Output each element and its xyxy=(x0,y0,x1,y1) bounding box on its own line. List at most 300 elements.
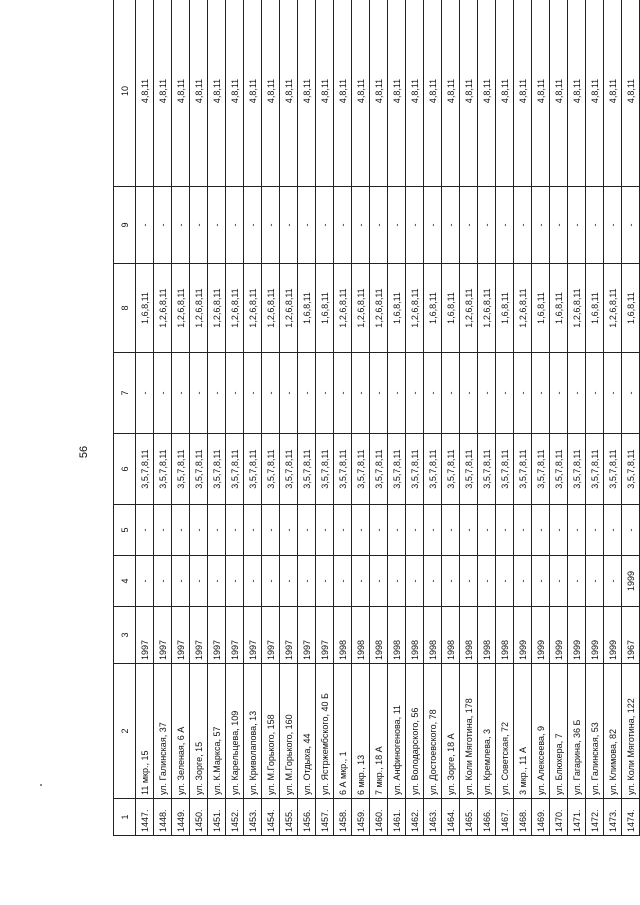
table-row xyxy=(406,0,424,836)
table-cell: 3,5,7,8,11 xyxy=(604,434,622,505)
table-cell: 1997 xyxy=(190,607,208,664)
table-cell: 1469. xyxy=(532,799,550,836)
table-cell: ул. Коли Мяготина, 178 xyxy=(460,664,478,799)
header-cell-3: 3 xyxy=(114,607,136,664)
table-cell: - xyxy=(388,353,406,434)
table-cell: - xyxy=(388,556,406,607)
table-cell: 3,5,7,8,11 xyxy=(496,434,514,505)
header-cell-9: 9 xyxy=(114,187,136,264)
table-cell: 1997 xyxy=(136,607,154,664)
table-cell: 1450. xyxy=(190,799,208,836)
table-row xyxy=(208,0,226,836)
table-cell: 3,5,7,8,11 xyxy=(460,434,478,505)
table-cell: 4,8,11 xyxy=(370,0,388,187)
table-cell: - xyxy=(568,353,586,434)
table-cell: 1997 xyxy=(208,607,226,664)
table-cell: - xyxy=(550,353,568,434)
table-cell: - xyxy=(424,187,442,264)
table-cell: 4,8,11 xyxy=(622,0,640,187)
table-cell: 3,5,7,8,11 xyxy=(478,434,496,505)
table-cell: 1998 xyxy=(388,607,406,664)
table-cell: - xyxy=(514,187,532,264)
table-cell: - xyxy=(370,556,388,607)
table-cell: - xyxy=(352,556,370,607)
table-row xyxy=(622,0,640,836)
table-cell: 1997 xyxy=(280,607,298,664)
table-cell: - xyxy=(496,353,514,434)
table-cell: - xyxy=(190,556,208,607)
table-cell: 4,8,11 xyxy=(352,0,370,187)
table-cell: - xyxy=(262,556,280,607)
table-cell: 4,8,11 xyxy=(604,0,622,187)
table-row xyxy=(280,0,298,836)
table-cell: 4,8,11 xyxy=(262,0,280,187)
table-cell: - xyxy=(334,505,352,556)
table-row xyxy=(262,0,280,836)
buildings-table xyxy=(113,0,640,836)
table-cell: - xyxy=(226,505,244,556)
table-cell: - xyxy=(280,353,298,434)
table-cell: - xyxy=(604,353,622,434)
table-cell: 4,8,11 xyxy=(532,0,550,187)
table-cell: - xyxy=(244,505,262,556)
table-cell: 4,8,11 xyxy=(172,0,190,187)
table-cell: 1998 xyxy=(460,607,478,664)
table-cell: - xyxy=(244,187,262,264)
table-cell: ул. Блюхера, 7 xyxy=(550,664,568,799)
table-cell: ул. Советская, 72 xyxy=(496,664,514,799)
table-cell: 1,6,8,11 xyxy=(136,264,154,353)
table-cell: - xyxy=(424,353,442,434)
table-cell: 1,6,8,11 xyxy=(316,264,334,353)
table-row xyxy=(190,0,208,836)
table-cell: - xyxy=(226,187,244,264)
table-cell: ул. Кремлева, 3 xyxy=(478,664,496,799)
table-cell: 3,5,7,8,11 xyxy=(172,434,190,505)
table-cell: - xyxy=(532,187,550,264)
rotated-table-wrapper xyxy=(113,66,636,836)
table-cell: ул. Ястржембского, 40 Б xyxy=(316,664,334,799)
table-row xyxy=(244,0,262,836)
table-cell: 3,5,7,8,11 xyxy=(316,434,334,505)
table-cell: - xyxy=(280,505,298,556)
table-cell: 3,5,7,8,11 xyxy=(370,434,388,505)
table-cell: 4,8,11 xyxy=(244,0,262,187)
table-cell: 4,8,11 xyxy=(136,0,154,187)
table-cell: 4,8,11 xyxy=(154,0,172,187)
table-cell: ул. Галинская, 37 xyxy=(154,664,172,799)
table-cell: 1,6,8,11 xyxy=(496,264,514,353)
table-cell: 4,8,11 xyxy=(424,0,442,187)
table-cell: 1457. xyxy=(316,799,334,836)
table-row xyxy=(586,0,604,836)
table-cell: - xyxy=(550,187,568,264)
table-cell: - xyxy=(172,187,190,264)
table-cell: 3,5,7,8,11 xyxy=(406,434,424,505)
table-cell: - xyxy=(586,187,604,264)
table-cell: - xyxy=(406,353,424,434)
table-cell: 4,8,11 xyxy=(442,0,460,187)
table-cell: - xyxy=(478,353,496,434)
table-cell: 4,8,11 xyxy=(388,0,406,187)
table-cell: ул. Коли Мяготина, 122 xyxy=(622,664,640,799)
table-cell: 4,8,11 xyxy=(550,0,568,187)
table-cell: - xyxy=(208,505,226,556)
table-cell: 4,8,11 xyxy=(460,0,478,187)
table-cell: - xyxy=(190,187,208,264)
table-cell: 1,2,6,8,11 xyxy=(244,264,262,353)
table-cell: - xyxy=(316,353,334,434)
table-cell: - xyxy=(316,505,334,556)
table-cell: - xyxy=(406,505,424,556)
table-cell: 1998 xyxy=(352,607,370,664)
table-cell: 1,6,8,11 xyxy=(388,264,406,353)
table-cell: 1999 xyxy=(514,607,532,664)
table-cell: 6 мкр., 13 xyxy=(352,664,370,799)
table-cell: - xyxy=(442,556,460,607)
table-cell: - xyxy=(550,505,568,556)
table-cell: - xyxy=(208,556,226,607)
table-row xyxy=(604,0,622,836)
table-cell: 1997 xyxy=(244,607,262,664)
table-cell: - xyxy=(496,556,514,607)
table-cell: 1997 xyxy=(262,607,280,664)
table-cell: 1,2,6,8,11 xyxy=(190,264,208,353)
table-cell: - xyxy=(172,556,190,607)
table-cell: 1997 xyxy=(172,607,190,664)
table-cell: - xyxy=(172,353,190,434)
table-cell: 1998 xyxy=(406,607,424,664)
table-cell: - xyxy=(370,505,388,556)
table-cell: 1999 xyxy=(622,556,640,607)
table-cell: 1452. xyxy=(226,799,244,836)
table-cell: - xyxy=(460,187,478,264)
table-cell: 1967 xyxy=(622,607,640,664)
header-cell-4: 4 xyxy=(114,556,136,607)
table-cell: 3,5,7,8,11 xyxy=(334,434,352,505)
table-cell: 1998 xyxy=(424,607,442,664)
table-cell: 1999 xyxy=(604,607,622,664)
table-row xyxy=(424,0,442,836)
table-cell: - xyxy=(460,505,478,556)
table-cell: 1462. xyxy=(406,799,424,836)
table-cell: 1455. xyxy=(280,799,298,836)
table-cell: - xyxy=(496,187,514,264)
table-row xyxy=(532,0,550,836)
header-cell-7: 7 xyxy=(114,353,136,434)
table-cell: - xyxy=(568,505,586,556)
table-cell: - xyxy=(586,353,604,434)
table-cell: 1464. xyxy=(442,799,460,836)
table-cell: - xyxy=(424,556,442,607)
table-cell: 3,5,7,8,11 xyxy=(424,434,442,505)
table-cell: - xyxy=(316,187,334,264)
table-row xyxy=(442,0,460,836)
page-number: 56 xyxy=(78,445,90,459)
table-cell: 4,8,11 xyxy=(280,0,298,187)
table-cell: 1,2,6,8,11 xyxy=(406,264,424,353)
table-cell: 4,8,11 xyxy=(568,0,586,187)
table-cell: 1,2,6,8,11 xyxy=(568,264,586,353)
table-cell: 1998 xyxy=(496,607,514,664)
table-row xyxy=(334,0,352,836)
table-cell: - xyxy=(334,556,352,607)
table-cell: 4,8,11 xyxy=(496,0,514,187)
table-cell: - xyxy=(154,556,172,607)
table-cell: - xyxy=(334,187,352,264)
table-cell: - xyxy=(244,556,262,607)
table-cell: 3,5,7,8,11 xyxy=(550,434,568,505)
table-cell: - xyxy=(172,505,190,556)
table-cell: 1,2,6,8,11 xyxy=(604,264,622,353)
table-cell: 3,5,7,8,11 xyxy=(442,434,460,505)
table-cell: 11 мкр., 15 xyxy=(136,664,154,799)
table-cell: 1998 xyxy=(370,607,388,664)
table-cell: ул. Зорге, 15 xyxy=(190,664,208,799)
table-cell: ул. К.Маркса, 57 xyxy=(208,664,226,799)
table-cell: - xyxy=(136,505,154,556)
table-cell: - xyxy=(622,187,640,264)
table-cell: 1,2,6,8,11 xyxy=(514,264,532,353)
table-cell: 3,5,7,8,11 xyxy=(244,434,262,505)
table-cell: 1449. xyxy=(172,799,190,836)
table-cell: 1451. xyxy=(208,799,226,836)
table-cell: 3,5,7,8,11 xyxy=(226,434,244,505)
table-cell: 3,5,7,8,11 xyxy=(136,434,154,505)
table-cell: ул. Галинская, 53 xyxy=(586,664,604,799)
table-cell: - xyxy=(442,353,460,434)
table-cell: 1467. xyxy=(496,799,514,836)
table-cell: 4,8,11 xyxy=(316,0,334,187)
table-cell: 1999 xyxy=(532,607,550,664)
table-cell: ул. М.Горького, 160 xyxy=(280,664,298,799)
table-cell: - xyxy=(388,187,406,264)
table-cell: - xyxy=(478,187,496,264)
table-cell: 3,5,7,8,11 xyxy=(154,434,172,505)
table-cell: 1997 xyxy=(298,607,316,664)
table-row xyxy=(316,0,334,836)
table-cell: - xyxy=(190,353,208,434)
table-cell: ул. Климова, 82 xyxy=(604,664,622,799)
table-cell: - xyxy=(406,187,424,264)
table-cell: - xyxy=(460,556,478,607)
table-cell: 1,2,6,8,11 xyxy=(154,264,172,353)
table-cell: - xyxy=(514,353,532,434)
table-cell: 3,5,7,8,11 xyxy=(262,434,280,505)
table-cell: 1447. xyxy=(136,799,154,836)
table-cell: - xyxy=(514,556,532,607)
table-cell: 1460. xyxy=(370,799,388,836)
table-cell: - xyxy=(262,187,280,264)
table-cell: - xyxy=(298,353,316,434)
table-cell: - xyxy=(136,556,154,607)
table-cell: - xyxy=(496,505,514,556)
header-cell-10: 10 xyxy=(114,0,136,187)
table-cell: - xyxy=(208,353,226,434)
table-row xyxy=(136,0,154,836)
header-cell-5: 5 xyxy=(114,505,136,556)
table-cell: 4,8,11 xyxy=(226,0,244,187)
table-row xyxy=(226,0,244,836)
table-cell: 1997 xyxy=(154,607,172,664)
table-cell: - xyxy=(604,187,622,264)
table-cell: - xyxy=(280,556,298,607)
table-cell: 3,5,7,8,11 xyxy=(586,434,604,505)
table-cell: 1,6,8,11 xyxy=(442,264,460,353)
table-cell: - xyxy=(586,505,604,556)
table-cell: 3,5,7,8,11 xyxy=(280,434,298,505)
table-cell: ул. Криволапова, 13 xyxy=(244,664,262,799)
table-cell: - xyxy=(568,187,586,264)
header-cell-1: 1 xyxy=(114,799,136,836)
table-cell: - xyxy=(298,505,316,556)
table-cell: - xyxy=(586,556,604,607)
table-cell: - xyxy=(568,556,586,607)
table-cell: 1459. xyxy=(352,799,370,836)
table-cell: 1,6,8,11 xyxy=(424,264,442,353)
table-cell: - xyxy=(154,505,172,556)
table-row xyxy=(550,0,568,836)
table-cell: ул. Отдыха, 44 xyxy=(298,664,316,799)
table-cell: 1998 xyxy=(442,607,460,664)
table-row xyxy=(478,0,496,836)
header-cell-6: 6 xyxy=(114,434,136,505)
table-row xyxy=(568,0,586,836)
header-row xyxy=(114,0,136,836)
table-cell: 4,8,11 xyxy=(298,0,316,187)
table-cell: - xyxy=(316,556,334,607)
table-row xyxy=(352,0,370,836)
table-cell: 1,6,8,11 xyxy=(550,264,568,353)
table-cell: 1,6,8,11 xyxy=(298,264,316,353)
table-cell: 4,8,11 xyxy=(514,0,532,187)
table-cell: 1998 xyxy=(478,607,496,664)
table-cell: 4,8,11 xyxy=(190,0,208,187)
table-cell: - xyxy=(604,505,622,556)
table-cell: - xyxy=(136,353,154,434)
table-cell: 1999 xyxy=(568,607,586,664)
table-cell: - xyxy=(352,505,370,556)
table-cell: 1997 xyxy=(226,607,244,664)
header-cell-2: 2 xyxy=(114,664,136,799)
table-cell: 3,5,7,8,11 xyxy=(352,434,370,505)
table-cell: - xyxy=(514,505,532,556)
table-cell: - xyxy=(226,353,244,434)
table-cell: ул. Гагарина, 36 Б xyxy=(568,664,586,799)
table-cell: - xyxy=(298,187,316,264)
table-cell: - xyxy=(352,187,370,264)
table-cell: 3,5,7,8,11 xyxy=(568,434,586,505)
table-cell: - xyxy=(370,187,388,264)
table-cell: - xyxy=(532,353,550,434)
table-cell: 3,5,7,8,11 xyxy=(514,434,532,505)
table-cell: 3,5,7,8,11 xyxy=(532,434,550,505)
table-cell: 1448. xyxy=(154,799,172,836)
table-cell: 1454. xyxy=(262,799,280,836)
table-cell: 3,5,7,8,11 xyxy=(622,434,640,505)
table-cell: - xyxy=(478,556,496,607)
table-cell: 1461. xyxy=(388,799,406,836)
table-cell: 1473. xyxy=(604,799,622,836)
table-cell: 1,2,6,8,11 xyxy=(478,264,496,353)
table-cell: 4,8,11 xyxy=(478,0,496,187)
table-cell: 1,6,8,11 xyxy=(532,264,550,353)
table-cell: - xyxy=(334,353,352,434)
table-cell: ул. Зеленая, 6 А xyxy=(172,664,190,799)
table-cell: - xyxy=(460,353,478,434)
table-cell: 4,8,11 xyxy=(208,0,226,187)
table-cell: 1,2,6,8,11 xyxy=(262,264,280,353)
table-cell: 1,2,6,8,11 xyxy=(172,264,190,353)
table-cell: 1453. xyxy=(244,799,262,836)
table-cell: 3,5,7,8,11 xyxy=(208,434,226,505)
table-row xyxy=(514,0,532,836)
header-cell-8: 8 xyxy=(114,264,136,353)
table-cell: 3,5,7,8,11 xyxy=(388,434,406,505)
table-cell: - xyxy=(352,353,370,434)
table-cell: - xyxy=(478,505,496,556)
table-cell: 1999 xyxy=(550,607,568,664)
table-row xyxy=(370,0,388,836)
table-cell: 1999 xyxy=(586,607,604,664)
table-cell: 1468. xyxy=(514,799,532,836)
table-cell: 1463. xyxy=(424,799,442,836)
table-cell: 1,2,6,8,11 xyxy=(208,264,226,353)
table-cell: - xyxy=(532,505,550,556)
scan-speck xyxy=(40,784,42,786)
table-row xyxy=(496,0,514,836)
table-row xyxy=(154,0,172,836)
table-cell: ул. Анфиногенова, 11 xyxy=(388,664,406,799)
table-cell: - xyxy=(442,187,460,264)
table-cell: 3 мкр., 11 А xyxy=(514,664,532,799)
table-cell: ул. Алексеева, 9 xyxy=(532,664,550,799)
table-cell: - xyxy=(154,187,172,264)
table-cell: - xyxy=(262,353,280,434)
table-cell: - xyxy=(154,353,172,434)
table-cell: - xyxy=(442,505,460,556)
table-cell: - xyxy=(532,556,550,607)
table-cell: 7 мкр., 18 А xyxy=(370,664,388,799)
table-row xyxy=(298,0,316,836)
table-row xyxy=(388,0,406,836)
table-cell: 1472. xyxy=(586,799,604,836)
table-cell: 1465. xyxy=(460,799,478,836)
table-cell: - xyxy=(370,353,388,434)
table-cell: 3,5,7,8,11 xyxy=(190,434,208,505)
table-cell: ул. Зорге, 18 А xyxy=(442,664,460,799)
table-body xyxy=(114,0,640,836)
table-cell: 4,8,11 xyxy=(586,0,604,187)
table-cell: - xyxy=(388,505,406,556)
table-cell: 1,2,6,8,11 xyxy=(226,264,244,353)
table-cell: 1,2,6,8,11 xyxy=(334,264,352,353)
table-cell: 1,2,6,8,11 xyxy=(370,264,388,353)
table-row xyxy=(460,0,478,836)
table-cell: - xyxy=(406,556,424,607)
table-cell: - xyxy=(280,187,298,264)
table-cell: 1,2,6,8,11 xyxy=(460,264,478,353)
table-cell: - xyxy=(244,353,262,434)
table-cell: 1456. xyxy=(298,799,316,836)
table-cell: ул. Володарского, 56 xyxy=(406,664,424,799)
table-cell: 1,6,8,11 xyxy=(622,264,640,353)
table-row xyxy=(172,0,190,836)
table-cell: 1470. xyxy=(550,799,568,836)
table-cell: 4,8,11 xyxy=(334,0,352,187)
table-cell: 1,2,6,8,11 xyxy=(280,264,298,353)
table-cell: ул. Карельцева, 109 xyxy=(226,664,244,799)
